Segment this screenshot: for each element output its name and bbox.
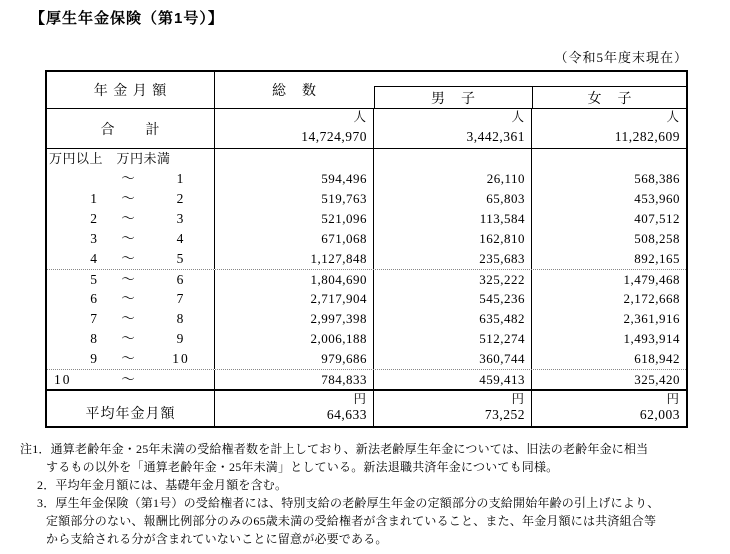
range-upper: 7 xyxy=(176,291,186,306)
header-subgroup xyxy=(374,72,686,108)
value-total: 1,804,690 xyxy=(215,270,374,289)
value-female: 1,479,468 xyxy=(623,272,680,287)
value-male: 235,683 xyxy=(374,249,532,269)
unit-yen: 円 xyxy=(666,392,679,406)
average-row-label: 平均年金月額 xyxy=(47,391,215,426)
table-row xyxy=(47,369,686,389)
table-row xyxy=(47,309,686,329)
value-female: 325,420 xyxy=(634,372,680,387)
range-upper: 1 xyxy=(176,171,186,186)
range-tilde: ～ xyxy=(121,351,135,366)
value-male: 113,584 xyxy=(374,209,532,229)
value-female: 618,942 xyxy=(634,351,680,366)
value-total: 671,068 xyxy=(215,229,374,249)
range-upper: 6 xyxy=(176,272,186,287)
value-male: 360,744 xyxy=(374,349,532,369)
range-lower: 6 xyxy=(90,291,99,306)
value-total: 519,763 xyxy=(215,189,374,209)
unit-yen: 円 xyxy=(511,392,524,406)
total-row-label: 合 計 xyxy=(47,109,215,148)
total-value-female: 11,282,609 xyxy=(614,129,680,144)
range-tilde: ～ xyxy=(121,291,135,306)
range-tilde: ～ xyxy=(121,171,135,186)
range-cell xyxy=(47,229,215,249)
range-upper: 2 xyxy=(176,191,186,206)
value-female: 508,258 xyxy=(634,231,680,246)
value-male: 26,110 xyxy=(374,169,532,189)
range-lower: 4 xyxy=(90,251,99,266)
unit-person: 人 xyxy=(353,110,366,124)
range-upper: 9 xyxy=(176,331,186,346)
value-male: 635,482 xyxy=(374,309,532,329)
note-line: 2．平均年金月額には、基礎年金月額を含む。 xyxy=(37,478,288,492)
table-row xyxy=(47,269,686,289)
range-tilde: ～ xyxy=(121,231,135,246)
range-upper: 10 xyxy=(172,351,190,366)
unit-yen: 円 xyxy=(353,392,366,406)
value-female: 1,493,914 xyxy=(623,331,680,346)
range-upper: 3 xyxy=(176,211,186,226)
range-cell xyxy=(47,309,215,329)
note-line: から支給される分が含まれていないことに留意が必要である。 xyxy=(46,532,388,546)
value-male: 65,803 xyxy=(374,189,532,209)
range-tilde: ～ xyxy=(121,211,135,226)
pension-table xyxy=(45,70,688,428)
average-row xyxy=(47,389,686,426)
page-title: 【厚生年金保険（第1号）】 xyxy=(30,10,224,27)
as-of-date: （令和5年度末現在） xyxy=(554,50,688,65)
range-tilde: ～ xyxy=(121,251,135,266)
range-cell xyxy=(47,329,215,349)
value-total: 2,717,904 xyxy=(215,289,374,309)
table-row xyxy=(47,249,686,269)
average-value-male: 73,252 xyxy=(484,407,525,422)
note-line: 注1．通算老齢年金・25年未満の受給権者数を計上しており、新法老齢厚生年金については、旧法の老齢年金に相当 xyxy=(20,442,649,456)
range-header: 万円以上 万円未満 xyxy=(47,149,215,169)
data-rows xyxy=(47,169,686,389)
range-cell xyxy=(47,169,215,189)
range-cell xyxy=(47,370,215,389)
range-cell xyxy=(47,349,215,369)
range-lower: 1 xyxy=(90,191,99,206)
average-value-female: 62,003 xyxy=(639,407,680,422)
value-total: 979,686 xyxy=(215,349,374,369)
range-cell xyxy=(47,249,215,269)
table-row xyxy=(47,289,686,309)
col-header-female: 女 子 xyxy=(587,91,633,107)
table-header xyxy=(47,72,686,108)
table-row xyxy=(47,209,686,229)
range-lower: 8 xyxy=(90,331,99,346)
total-value-male: 3,442,361 xyxy=(466,129,525,144)
table-row xyxy=(47,229,686,249)
value-female: 892,165 xyxy=(634,251,680,266)
range-upper: 4 xyxy=(176,231,186,246)
table-row xyxy=(47,349,686,369)
value-female: 2,172,668 xyxy=(623,291,680,306)
range-tilde: ～ xyxy=(121,311,135,326)
range-lower: 9 xyxy=(90,351,99,366)
footnotes xyxy=(20,440,722,548)
range-lower: 5 xyxy=(90,272,99,287)
total-value-total: 14,724,970 xyxy=(301,129,367,144)
range-tilde: ～ xyxy=(121,191,135,206)
col-header-male: 男 子 xyxy=(375,87,533,108)
range-tilde: ～ xyxy=(121,372,135,387)
range-tilde: ～ xyxy=(121,331,135,346)
value-male: 162,810 xyxy=(374,229,532,249)
table-row xyxy=(47,189,686,209)
value-male: 512,274 xyxy=(374,329,532,349)
value-total: 594,496 xyxy=(215,169,374,189)
value-total: 2,997,398 xyxy=(215,309,374,329)
range-cell xyxy=(47,289,215,309)
range-lower: 10 xyxy=(54,372,72,387)
table-body xyxy=(47,148,686,389)
value-female: 2,361,916 xyxy=(623,311,680,326)
header-spacer xyxy=(374,72,686,86)
range-cell xyxy=(47,189,215,209)
col-header-total: 総 数 xyxy=(272,84,317,99)
range-header-row xyxy=(47,149,686,169)
value-total: 521,096 xyxy=(215,209,374,229)
value-male: 459,413 xyxy=(374,370,532,389)
value-female: 568,386 xyxy=(634,171,680,186)
note-line: するもの以外を「通算老齢年金・25年未満」としている。新法退職共済年金についても同様。 xyxy=(46,460,559,474)
note-line: 3．厚生年金保険（第1号）の受給権者には、特別支給の老齢厚生年金の定額部分の支給開始年齢の引上げにより、 xyxy=(37,496,660,510)
value-total: 2,006,188 xyxy=(215,329,374,349)
range-lower xyxy=(47,169,99,189)
total-row xyxy=(47,108,686,148)
col-header-pension-amount: 年 金 月 額 xyxy=(47,72,215,108)
range-upper: 5 xyxy=(176,251,186,266)
value-male: 325,222 xyxy=(374,270,532,289)
value-total: 784,833 xyxy=(215,370,374,389)
range-tilde: ～ xyxy=(121,272,135,287)
value-total: 1,127,848 xyxy=(215,249,374,269)
note-line: 定額部分のない、報酬比例部分のみの65歳未満の受給権者が含まれていること、また、年金月額には共済組合等 xyxy=(46,514,657,528)
range-lower: 2 xyxy=(90,211,99,226)
range-cell xyxy=(47,209,215,229)
range-upper: 8 xyxy=(176,311,186,326)
value-female: 407,512 xyxy=(634,211,680,226)
value-female: 453,960 xyxy=(634,191,680,206)
range-lower: 3 xyxy=(90,231,99,246)
range-upper xyxy=(157,370,205,389)
range-lower: 7 xyxy=(90,311,99,326)
value-male: 545,236 xyxy=(374,289,532,309)
table-row xyxy=(47,329,686,349)
range-cell xyxy=(47,270,215,289)
average-value-total: 64,633 xyxy=(326,407,367,422)
unit-person: 人 xyxy=(666,110,679,124)
table-row xyxy=(47,169,686,189)
unit-person: 人 xyxy=(511,110,524,124)
